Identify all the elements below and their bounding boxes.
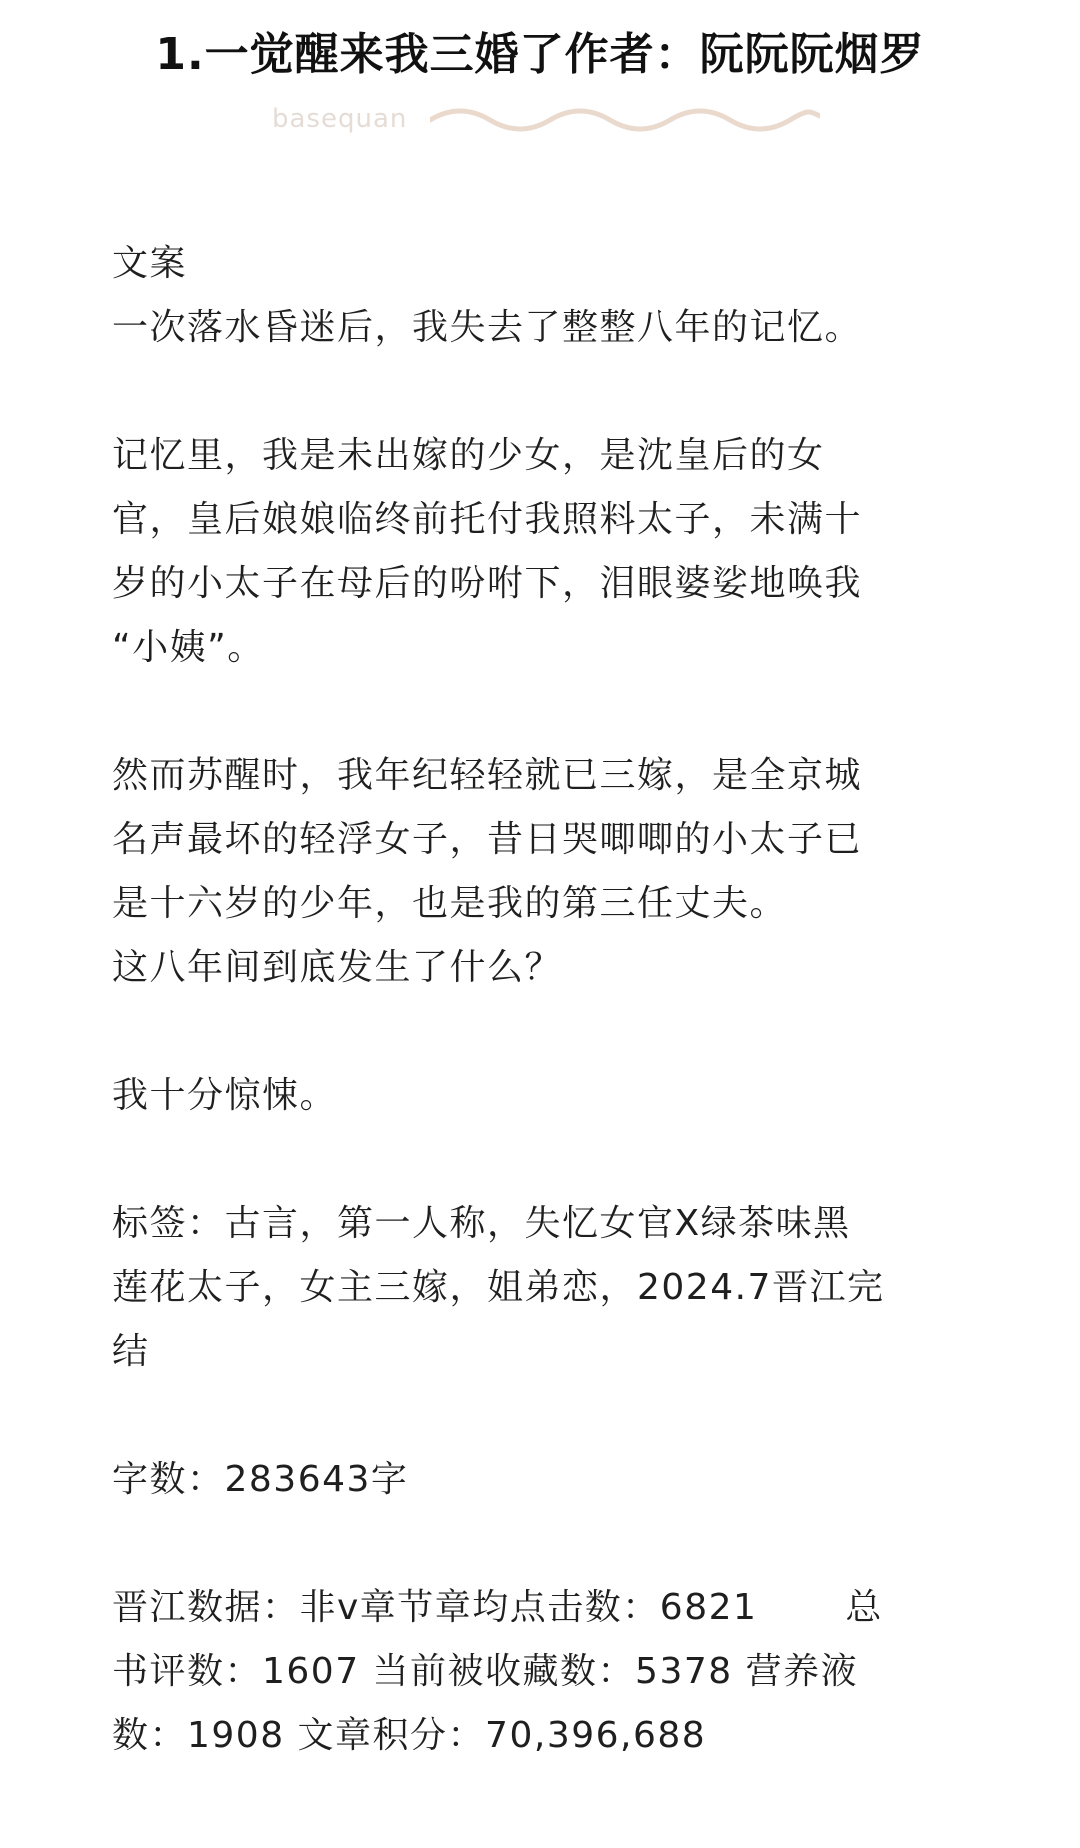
para2-line: 岁的小太子在母后的吩咐下，泪眼婆娑地唤我 [112,563,863,604]
para2-line: 记忆里，我是未出嫁的少女，是沈皇后的女 [112,435,825,476]
tags-line: 莲花太子，女主三嫁，姐弟恋，2024.7晋江完 [112,1267,885,1308]
para3-line: 名声最坏的轻浮女子，昔日哭唧唧的小太子已 [112,819,863,860]
stats-line: 晋江数据：非v章节章均点击数：6821 总 [112,1587,883,1628]
para3-line: 然而苏醒时，我年纪轻轻就已三嫁，是全京城 [112,755,863,796]
intro-line: 一次落水昏迷后，我失去了整整八年的记忆。 [112,307,863,348]
para2-line: “小姨”。 [112,627,265,668]
para2-line: 官，皇后娘娘临终前托付我照料太子，未满十 [112,499,863,540]
para4-line: 我十分惊悚。 [112,1075,338,1116]
para3-line: 是十六岁的少年，也是我的第三任丈夫。 [112,883,788,924]
section-heading: 文案 [112,243,188,284]
word-count: 字数：283643字 [112,1459,409,1500]
stats-line: 数：1908 文章积分：70,396,688 [112,1715,707,1756]
brand-divider [0,96,1080,146]
article-title: 1.一觉醒来我三婚了作者：阮阮阮烟罗 [155,29,925,80]
wave-divider-icon [430,100,820,140]
para3-line: 这八年间到底发生了什么？ [112,947,563,988]
tags-line: 结 [112,1331,150,1372]
article-body [112,232,992,1768]
brand-watermark: basequan [272,104,408,134]
tags-line: 标签：古言，第一人称，失忆女官X绿茶味黑 [112,1203,851,1244]
stats-line: 书评数：1607 当前被收藏数：5378 营养液 [112,1651,859,1692]
